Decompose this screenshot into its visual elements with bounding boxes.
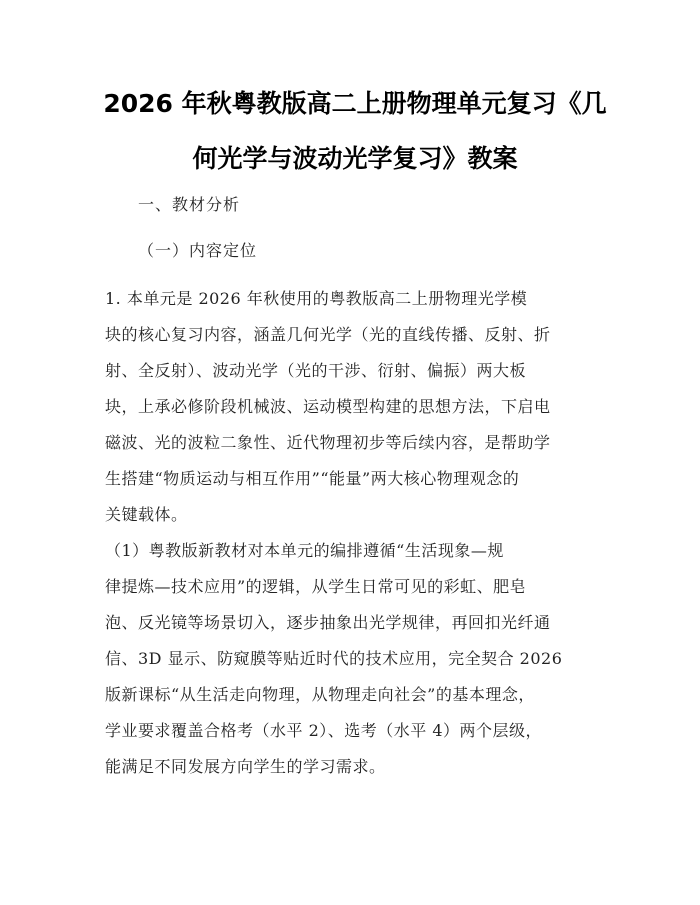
paragraph-2-line: （1）粤教版新教材对本单元的编排遵循“生活现象—规 (105, 541, 504, 560)
paragraph-2-line: 泡、反光镜等场景切入，逐步抽象出光学规律，再回扣光纤通 (105, 613, 551, 632)
title-line-2: 何光学与波动光学复习》教案 (192, 144, 518, 173)
paragraph-1-line: 射、全反射）、波动光学（光的干涉、衍射、偏振）两大板 (105, 361, 527, 380)
paragraph-1-line: 块的核心复习内容，涵盖几何光学（光的直线传播、反射、折 (105, 325, 551, 344)
paragraph-1-line: 生搭建“物质运动与相互作用”“能量”两大核心物理观念的 (105, 469, 520, 488)
paragraph-2 (105, 533, 610, 785)
paragraph-1-line: 1. 本单元是 2026 年秋使用的粤教版高二上册物理光学模 (105, 289, 528, 308)
document-title (95, 76, 615, 186)
paragraph-1 (105, 281, 610, 533)
paragraph-2-line: 律提炼—技术应用”的逻辑，从学生日常可见的彩虹、肥皂 (105, 577, 527, 596)
paragraph-2-line: 版新课标“从生活走向物理，从物理走向社会”的基本理念， (105, 685, 535, 704)
paragraph-1-line: 关键载体。 (105, 505, 188, 524)
paragraph-1-line: 磁波、光的波粒二象性、近代物理初步等后续内容，是帮助学 (105, 433, 551, 452)
paragraph-1-line: 块，上承必修阶段机械波、运动模型构建的思想方法，下启电 (105, 397, 551, 416)
section-heading: 一、教材分析 (138, 195, 241, 214)
paragraph-2-line: 能满足不同发展方向学生的学习需求。 (105, 757, 386, 776)
paragraph-2-line: 学业要求覆盖合格考（水平 2）、选考（水平 4）两个层级， (105, 721, 543, 740)
subsection-heading: （一）内容定位 (138, 241, 258, 260)
title-line-1: 2026 年秋粤教版高二上册物理单元复习《几 (103, 89, 607, 118)
paragraph-2-line: 信、3D 显示、防窥膜等贴近时代的技术应用，完全契合 2026 (105, 649, 563, 668)
